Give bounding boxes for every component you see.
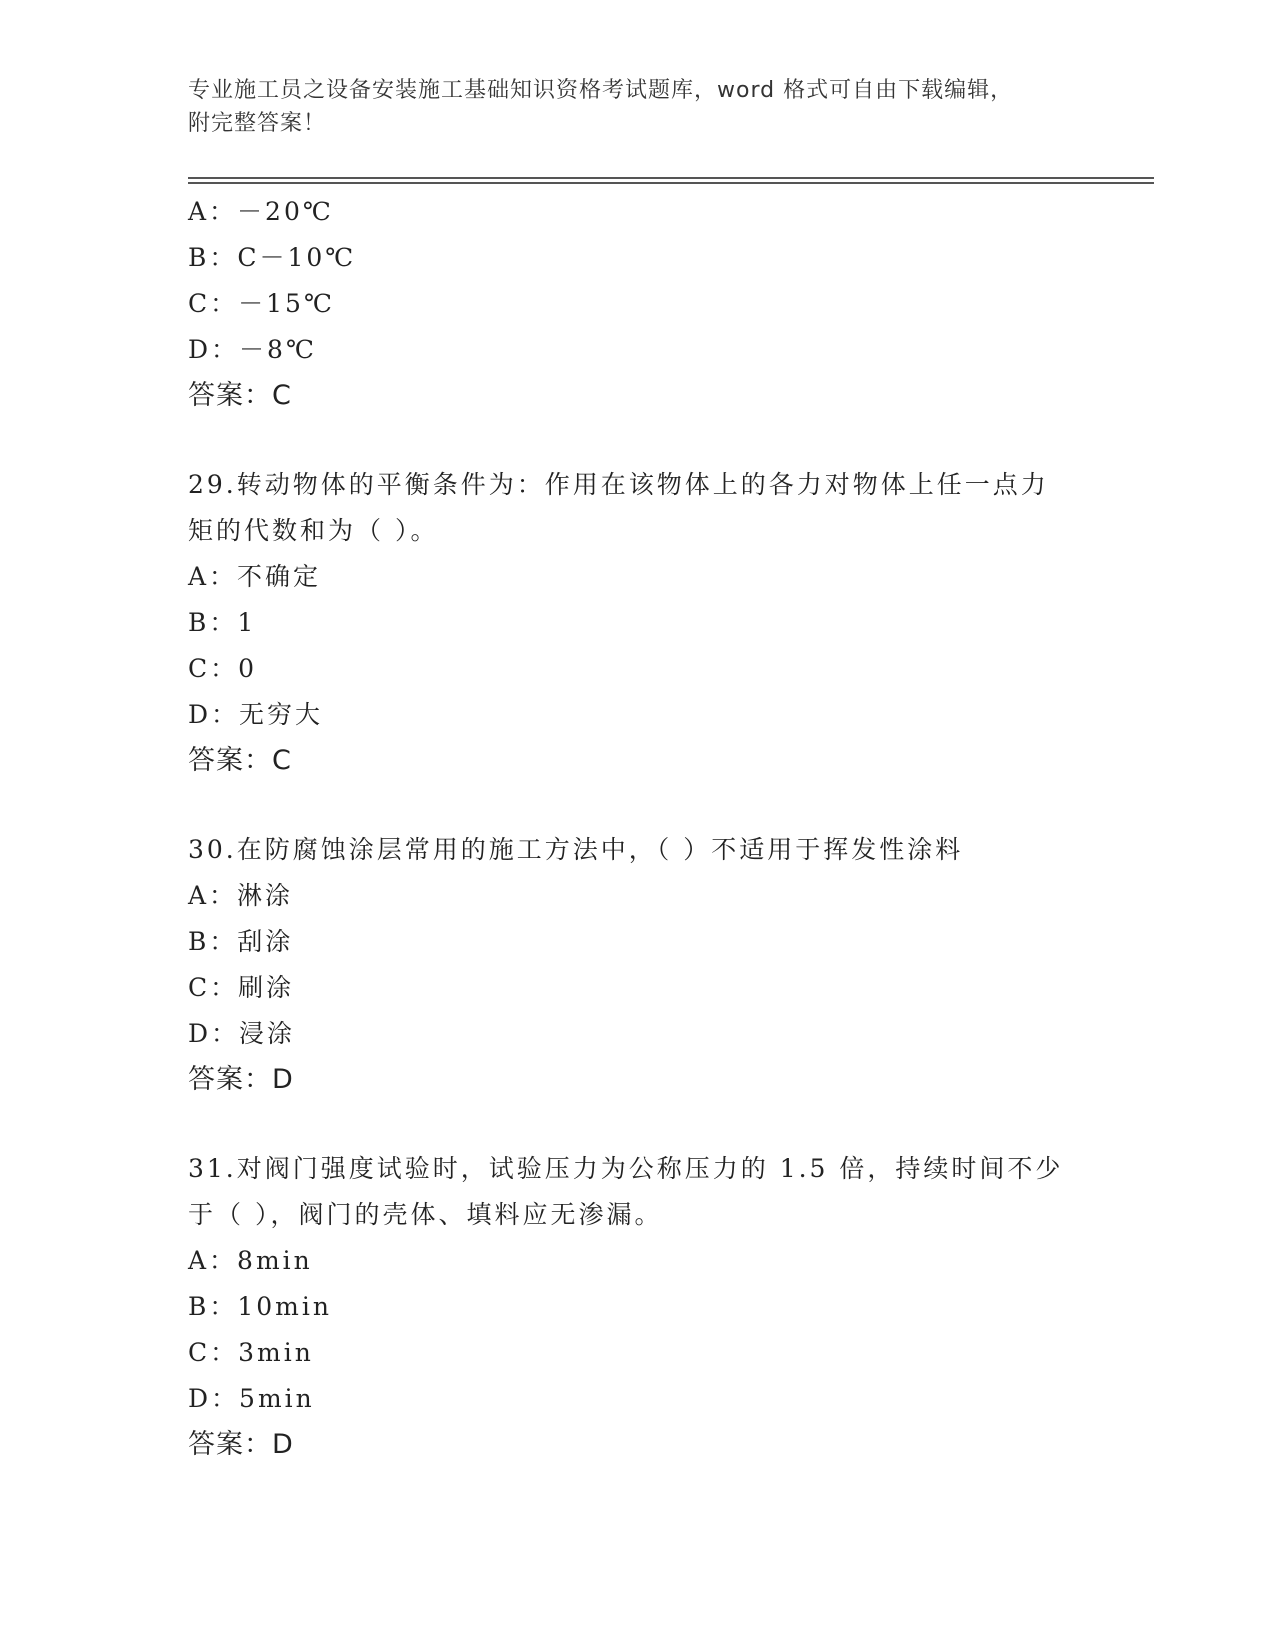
option-c: C：刷涂 <box>188 973 295 1002</box>
document-header <box>188 74 1068 140</box>
question-stem <box>188 462 1078 554</box>
spacer <box>188 1103 1088 1146</box>
header-divider-top <box>188 177 1154 179</box>
option-a: A：淋涂 <box>188 881 294 910</box>
question-29 <box>188 462 1088 784</box>
header-line-1: 专业施工员之设备安装施工基础知识资格考试题库，word 格式可自由下载编辑， <box>188 78 1014 103</box>
question-stem-line-1: 31.对阀门强度试验时，试验压力为公称压力的 1.5 倍，持续时间不少 <box>188 1154 1064 1183</box>
option-d: D：5min <box>188 1384 315 1413</box>
header-line-2: 附完整答案！ <box>188 111 327 136</box>
answer-text: 答案：C <box>188 380 292 411</box>
spacer <box>188 419 1088 462</box>
answer-text: 答案：D <box>188 1429 294 1460</box>
answer-text: 答案：D <box>188 1064 294 1095</box>
option-b: B：刮涂 <box>188 927 294 956</box>
question-stem-line-2: 于（ ），阀门的壳体、填料应无渗漏。 <box>188 1200 663 1229</box>
option-c: C：3min <box>188 1338 314 1367</box>
option-c: C：－15℃ <box>188 289 335 318</box>
question-stem-line-2: 矩的代数和为（ ）。 <box>188 516 439 545</box>
question-31 <box>188 1146 1088 1468</box>
option-d: D：浸涂 <box>188 1019 296 1048</box>
question-stem <box>188 1146 1078 1238</box>
option-b: B：1 <box>188 608 257 637</box>
previous-question <box>188 189 1088 419</box>
question-list <box>188 189 1088 1468</box>
option-b: B：C－10℃ <box>188 243 357 272</box>
option-a: A：不确定 <box>188 562 322 591</box>
option-a: A：－20℃ <box>188 197 334 226</box>
question-stem-line-1: 29.转动物体的平衡条件为：作用在该物体上的各力对物体上任一点力 <box>188 470 1049 499</box>
spacer <box>188 784 1088 827</box>
answer-text: 答案：C <box>188 745 292 776</box>
question-30 <box>188 827 1088 1103</box>
option-d: D：无穷大 <box>188 700 324 729</box>
option-b: B：10min <box>188 1292 332 1321</box>
option-a: A：8min <box>188 1246 313 1275</box>
option-c: C：0 <box>188 654 258 683</box>
question-stem <box>188 827 1078 873</box>
question-stem-line-1: 30.在防腐蚀涂层常用的施工方法中，（ ）不适用于挥发性涂料 <box>188 835 964 864</box>
header-divider-bottom <box>188 182 1154 184</box>
option-d: D：－8℃ <box>188 335 317 364</box>
